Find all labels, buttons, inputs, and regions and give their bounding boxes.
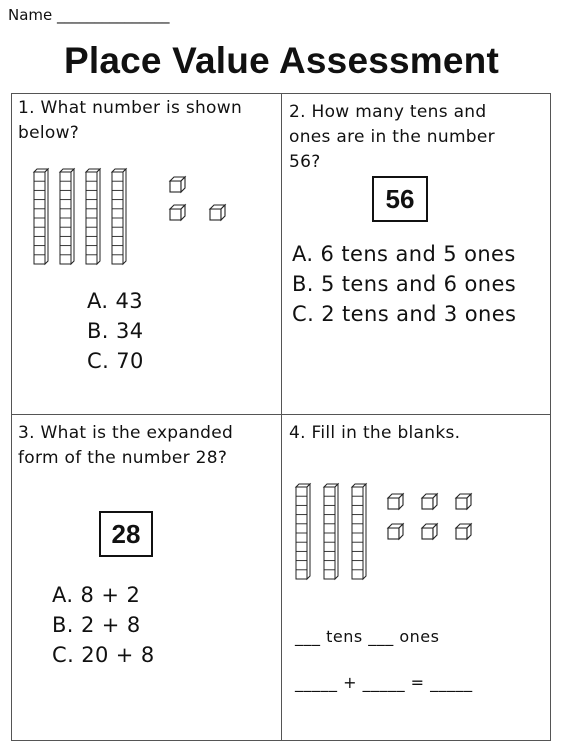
q3-options xyxy=(52,580,155,670)
ones-cube xyxy=(388,524,403,539)
q4-blank-tens-ones[interactable]: ___ tens ___ ones xyxy=(295,627,440,646)
q4-blank-equation[interactable]: _____ + _____ = _____ xyxy=(295,673,473,692)
q3-option-c[interactable]: C. 20 + 8 xyxy=(52,643,155,667)
q3-prompt-line: 3. What is the expanded xyxy=(18,423,234,443)
grid-divider-vertical xyxy=(281,94,282,740)
q1-option-c[interactable]: C. 70 xyxy=(87,349,144,373)
tens-rod xyxy=(296,484,310,579)
name-field[interactable]: Name _______________ xyxy=(8,6,170,24)
q2-options xyxy=(292,239,516,329)
grid-divider-horizontal xyxy=(12,414,550,415)
q1-prompt xyxy=(18,96,242,146)
q2-prompt-line: 56? xyxy=(289,152,321,172)
q1-option-b[interactable]: B. 34 xyxy=(87,319,144,343)
q3-prompt-line: form of the number 28? xyxy=(18,448,228,468)
q1-prompt-line: below? xyxy=(18,123,80,143)
tens-rod xyxy=(86,169,100,264)
q2-option-c[interactable]: C. 2 tens and 3 ones xyxy=(292,302,517,326)
ones-cube xyxy=(422,494,437,509)
q3-option-a[interactable]: A. 8 + 2 xyxy=(52,583,141,607)
q4-base-ten-blocks xyxy=(296,484,496,584)
ones-cube xyxy=(456,494,471,509)
q2-number-box: 56 xyxy=(372,176,428,222)
tens-rod xyxy=(324,484,338,579)
q2-prompt-line: 2. How many tens and xyxy=(289,102,487,122)
q2-option-a[interactable]: A. 6 tens and 5 ones xyxy=(292,242,516,266)
ones-cube xyxy=(210,205,225,220)
q3-number-box: 28 xyxy=(99,511,153,557)
ones-cube xyxy=(422,524,437,539)
tens-rod xyxy=(60,169,74,264)
q4-prompt: 4. Fill in the blanks. xyxy=(289,423,461,443)
q1-option-a[interactable]: A. 43 xyxy=(87,289,144,313)
ones-cube xyxy=(456,524,471,539)
q3-option-b[interactable]: B. 2 + 8 xyxy=(52,613,141,637)
question-grid xyxy=(11,93,551,741)
tens-rod xyxy=(34,169,48,264)
q1-options xyxy=(87,286,144,376)
q1-base-ten-blocks xyxy=(34,169,234,269)
q3-prompt xyxy=(18,421,233,471)
q2-prompt-line: ones are in the number xyxy=(289,127,495,147)
ones-cube xyxy=(170,205,185,220)
tens-rod xyxy=(112,169,126,264)
q1-prompt-line: 1. What number is shown xyxy=(18,98,243,118)
q2-option-b[interactable]: B. 5 tens and 6 ones xyxy=(292,272,517,296)
ones-cube xyxy=(388,494,403,509)
page-title: Place Value Assessment xyxy=(64,40,499,81)
q2-prompt xyxy=(289,100,495,175)
tens-rod xyxy=(352,484,366,579)
ones-cube xyxy=(170,177,185,192)
